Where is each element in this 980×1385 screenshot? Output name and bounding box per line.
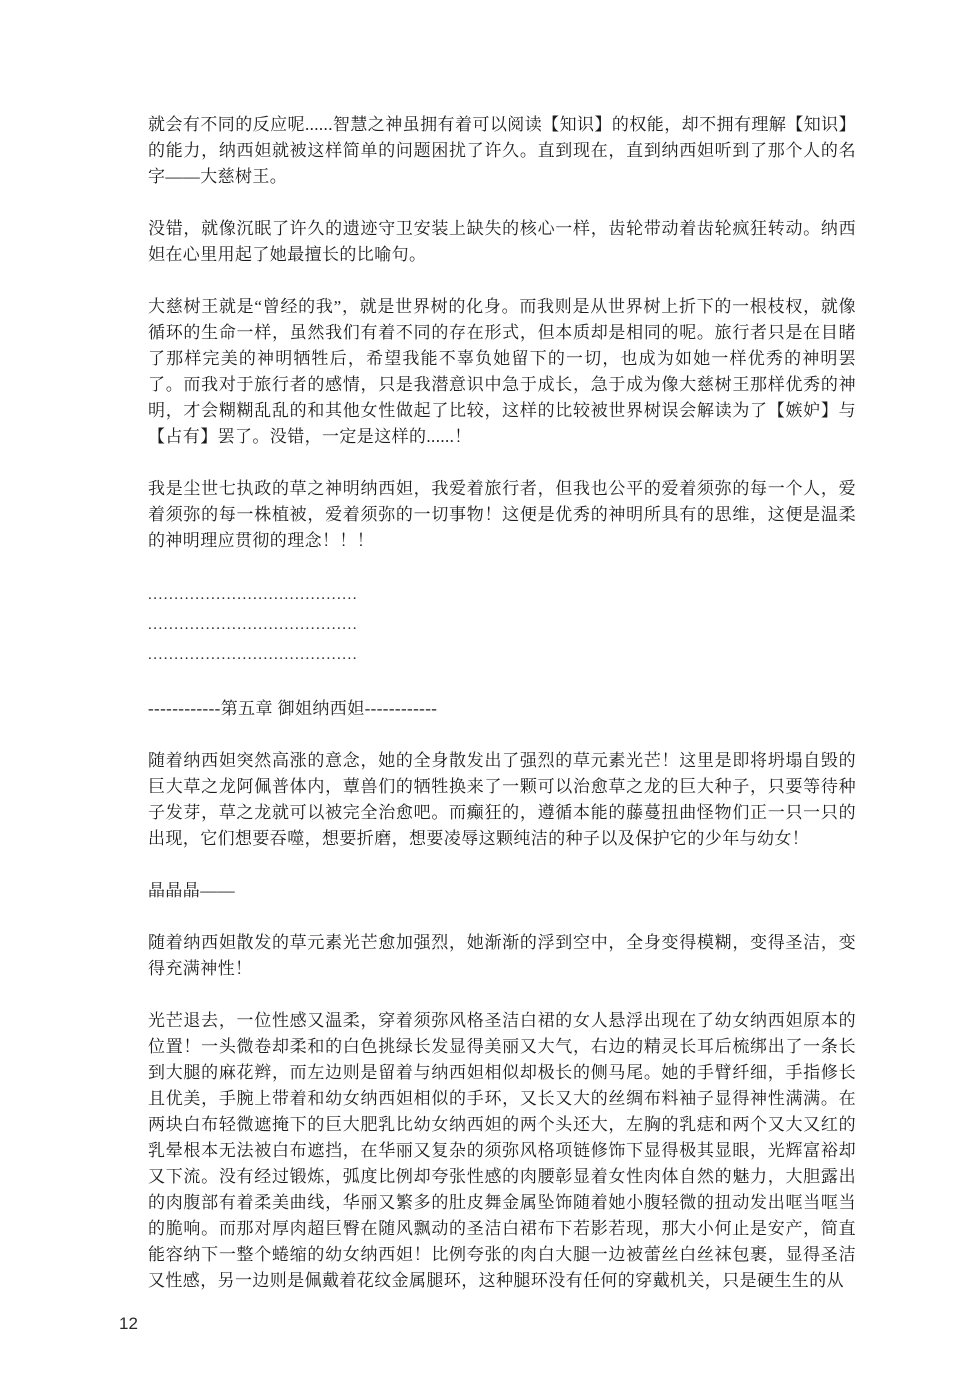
paragraph: 随着纳西妲突然高涨的意念，她的全身散发出了强烈的草元素光芒！这里是即将坍塌自毁的巨大草之龙阿佩普体内，蕈兽们的牺牲换来了一颗可以治愈草之龙的巨大种子，只要等待种子发芽，草之龙就可以被完全治愈吧。而癫狂的，遵循本能的藤蔓扭曲怪物们正一只一只的出现，它们想要吞噬，想要折磨，想要凌辱这颗纯洁的种子以及保护它的少年与幼女！ (148, 751, 856, 848)
paragraph: 光芒退去，一位性感又温柔，穿着须弥风格圣洁白裙的女人悬浮出现在了幼女纳西妲原本的位置！一头微卷却柔和的白色挑绿长发显得美丽又大气，右边的精灵长耳后梳绑出了一条长到大腿的麻花辫，而左边则是留着与纳西妲相似却极长的侧马尾。她的手臂纤细，手指修长且优美，手腕上带着和幼女纳西妲相似的手环，又长又大的丝绸布料袖子显得神性满满。在两块白布轻微遮掩下的巨大肥乳比幼女纳西妲的两个头还大，左胸的乳痣和两个又大又红的乳晕根本无法被白布遮挡，在华丽又复杂的须弥风格项链修饰下显得极其显眼，光辉富裕却又下流。没有经过锻炼，弧度比例却夸张性感的肉腰彰显着女性肉体自然的魅力，大胆露出的肉腹部有着柔美曲线，华丽又繁多的肚皮舞金属坠饰随着她小腹轻微的扭动发出哐当哐当的脆响。而那对厚肉超巨臀在随风飘动的圣洁白裙布下若影若现，那大小何止是安产，简直能容纳下一整个蜷缩的幼女纳西妲！比例夸张的肉白大腿一边被蕾丝白丝袜包裹，显得圣洁又性感，另一边则是佩戴着花纹金属腿环，这种腿环没有任何的穿戴机关，只是硬生生的从 (148, 1011, 856, 1290)
paragraph: 我是尘世七执政的草之神明纳西妲，我爱着旅行者，但我也公平的爱着须弥的每一个人，爱着须弥的每一株植被，爱着须弥的一切事物！这便是优秀的神明所具有的思维，这便是温柔的神明理应贯彻的理念！！！ (148, 479, 856, 550)
ellipsis-separator (148, 580, 856, 670)
sound-effect-line: 晶晶晶—— (148, 881, 235, 900)
paragraph: 大慈树王就是“曾经的我”，就是世界树的化身。而我则是从世界树上折下的一根枝杈，就像循环的生命一样，虽然我们有着不同的存在形式，但本质却是相同的呢。旅行者只是在目睹了那样完美的神明牺牲后，希望我能不辜负她留下的一切，也成为如她一样优秀的神明罢了。而我对于旅行者的感情，只是我潜意识中急于成长，急于成为像大慈树王那样优秀的神明，才会糊糊乱乱的和其他女性做起了比较，这样的比较被世界树误会解读为了【嫉妒】与【占有】罢了。没错，一定是这样的......！ (148, 297, 856, 446)
page-body (148, 112, 856, 1320)
ellipsis-line: ........................................ (148, 647, 358, 663)
paragraph: 没错，就像沉眠了许久的遗迹守卫安装上缺失的核心一样，齿轮带动着齿轮疯狂转动。纳西妲在心里用起了她最擅长的比喻句。 (148, 219, 856, 264)
ellipsis-line: ........................................ (148, 587, 358, 603)
ellipsis-line: ........................................ (148, 617, 358, 633)
page-number: 12 (119, 1314, 138, 1333)
paragraph: 随着纳西妲散发的草元素光芒愈加强烈，她渐渐的浮到空中，全身变得模糊，变得圣洁，变得充满神性！ (148, 933, 856, 978)
paragraph: 就会有不同的反应呢......智慧之神虽拥有着可以阅读【知识】的权能，却不拥有理解【知识】的能力，纳西妲就被这样简单的问题困扰了许久。直到现在，直到纳西妲听到了那个人的名字——大慈树王。 (148, 115, 856, 186)
chapter-heading: ------------第五章 御姐纳西妲------------ (148, 699, 438, 718)
